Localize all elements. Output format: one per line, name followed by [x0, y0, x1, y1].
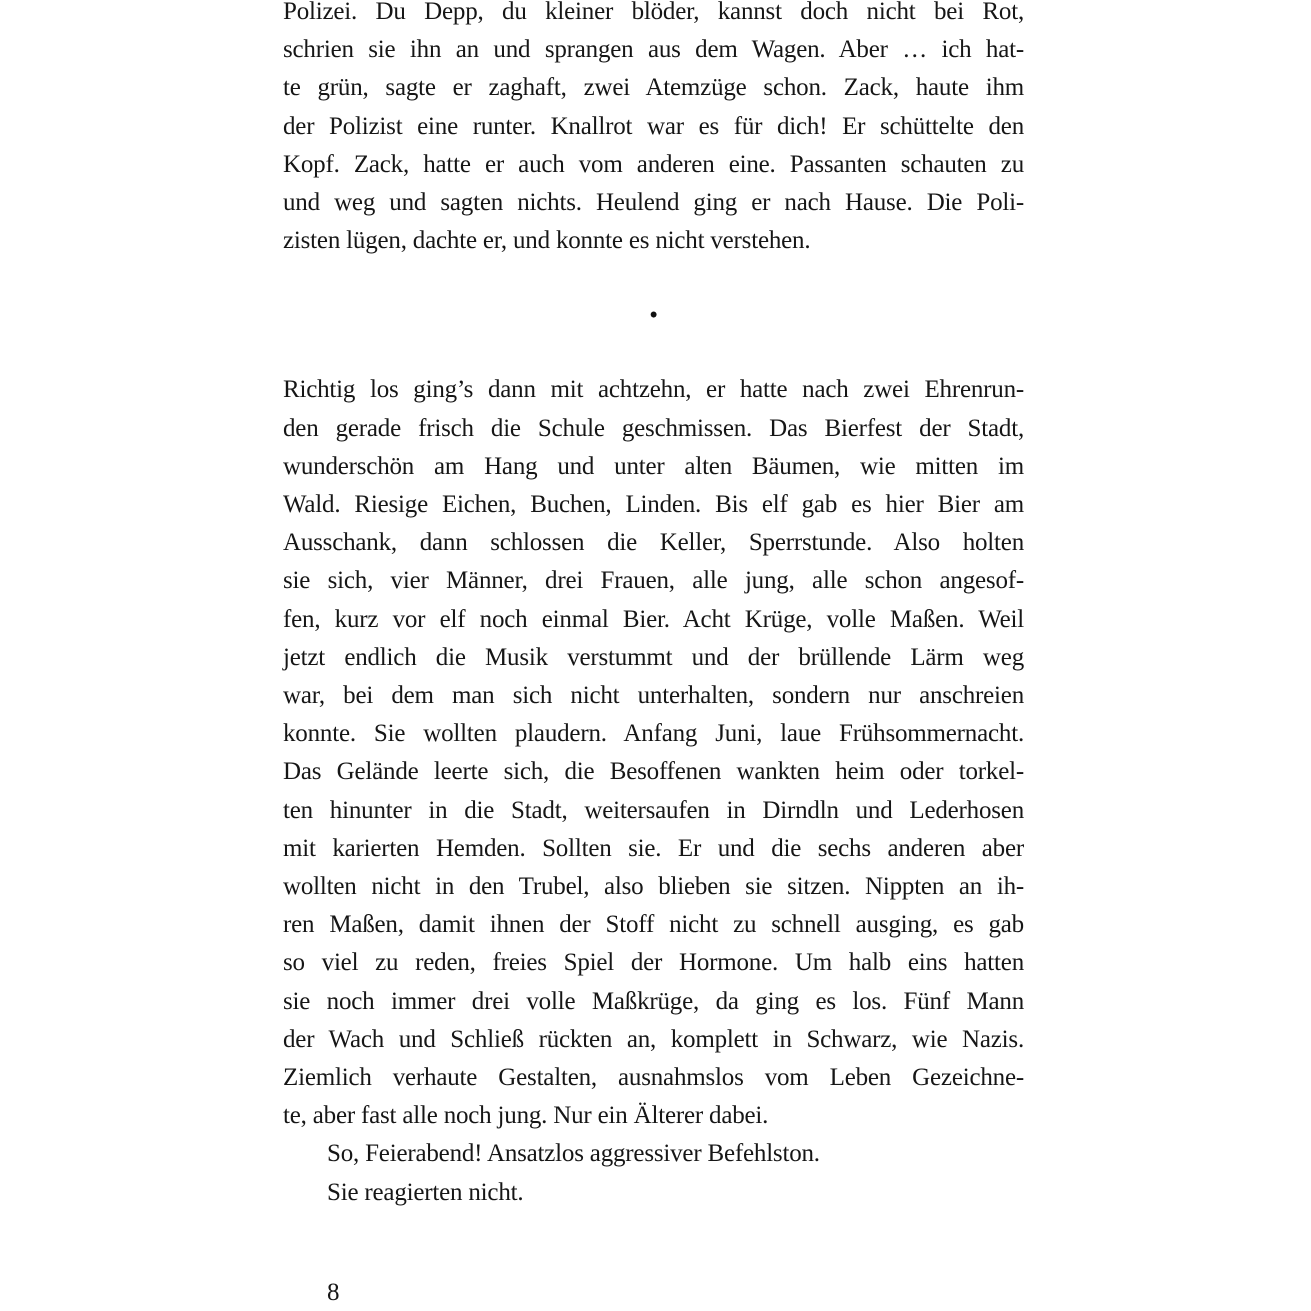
- text-line: ren Maßen, damit ihnen der Stoff nicht zu schnell ausging, es gab: [283, 911, 1024, 939]
- text-line: und weg und sagten nichts. Heulend ging er nach Hause. Die Poli-: [283, 189, 1024, 217]
- text-line: Ausschank, dann schlossen die Keller, Sperrstunde. Also holten: [283, 529, 1024, 557]
- text-line: Sie reagierten nicht.: [327, 1178, 524, 1206]
- text-line: jetzt endlich die Musik verstummt und der brüllende Lärm weg: [283, 643, 1024, 671]
- text-line: der Wach und Schließ rückten an, komplett in Schwarz, wie Nazis.: [283, 1025, 1024, 1053]
- text-line: war, bei dem man sich nicht unterhalten, sondern nur anschreien: [283, 682, 1024, 710]
- text-block: [283, 0, 1024, 1212]
- paragraph-3: [283, 1135, 1024, 1173]
- text-line: konnte. Sie wollten plaudern. Anfang Juni, laue Frühsommernacht.: [283, 720, 1024, 748]
- text-line: den gerade frisch die Schule geschmissen. Das Bierfest der Stadt,: [283, 414, 1024, 442]
- text-line: sie sich, vier Männer, drei Frauen, alle jung, alle schon angesof-: [283, 567, 1024, 595]
- text-line: so viel zu reden, freies Spiel der Hormone. Um halb eins hatten: [283, 949, 1024, 977]
- text-line: So, Feierabend! Ansatzlos aggressiver Befehlston.: [327, 1140, 820, 1168]
- text-line: wollten nicht in den Trubel, also blieben sie sitzen. Nippten an ih-: [283, 873, 1024, 901]
- paragraph-4: [283, 1174, 1024, 1212]
- text-line: ten hinunter in die Stadt, weitersaufen in Dirndln und Lederhosen: [283, 796, 1024, 824]
- text-line: Kopf. Zack, hatte er auch vom anderen eine. Passanten schauten zu: [283, 150, 1024, 178]
- paragraph-2: [283, 371, 1024, 1135]
- text-line: sie noch immer drei volle Maßkrüge, da ging es los. Fünf Mann: [283, 987, 1024, 1015]
- paragraph-1: [283, 0, 1024, 260]
- text-line: te grün, sagte er zaghaft, zwei Atemzüge schon. Zack, haute ihm: [283, 74, 1024, 102]
- text-line: mit karierten Hemden. Sollten sie. Er und die sechs anderen aber: [283, 834, 1024, 862]
- page-number: 8: [327, 1279, 340, 1306]
- text-line: Das Gelände leerte sich, die Besoffenen wankten heim oder torkel-: [283, 758, 1024, 786]
- bullet-separator-icon: •: [649, 302, 658, 330]
- section-separator: [283, 260, 1024, 371]
- text-line: wunderschön am Hang und unter alten Bäumen, wie mitten im: [283, 452, 1024, 480]
- text-line: zisten lügen, dachte er, und konnte es nicht verstehen.: [283, 227, 811, 255]
- text-line: der Polizist eine runter. Knallrot war es für dich! Er schüttelte den: [283, 112, 1024, 140]
- text-line: Richtig los ging’s dann mit achtzehn, er hatte nach zwei Ehrenrun-: [283, 376, 1024, 404]
- text-line: Polizei. Du Depp, du kleiner blöder, kannst doch nicht bei Rot,: [283, 0, 1024, 25]
- text-line: schrien sie ihn an und sprangen aus dem Wagen. Aber … ich hat-: [283, 36, 1024, 64]
- text-line: te, aber fast alle noch jung. Nur ein Älterer dabei.: [283, 1102, 769, 1130]
- text-line: fen, kurz vor elf noch einmal Bier. Acht Krüge, volle Maßen. Weil: [283, 605, 1024, 633]
- text-line: Wald. Riesige Eichen, Buchen, Linden. Bis elf gab es hier Bier am: [283, 491, 1024, 519]
- text-line: Ziemlich verhaute Gestalten, ausnahmslos vom Leben Gezeichne-: [283, 1064, 1024, 1092]
